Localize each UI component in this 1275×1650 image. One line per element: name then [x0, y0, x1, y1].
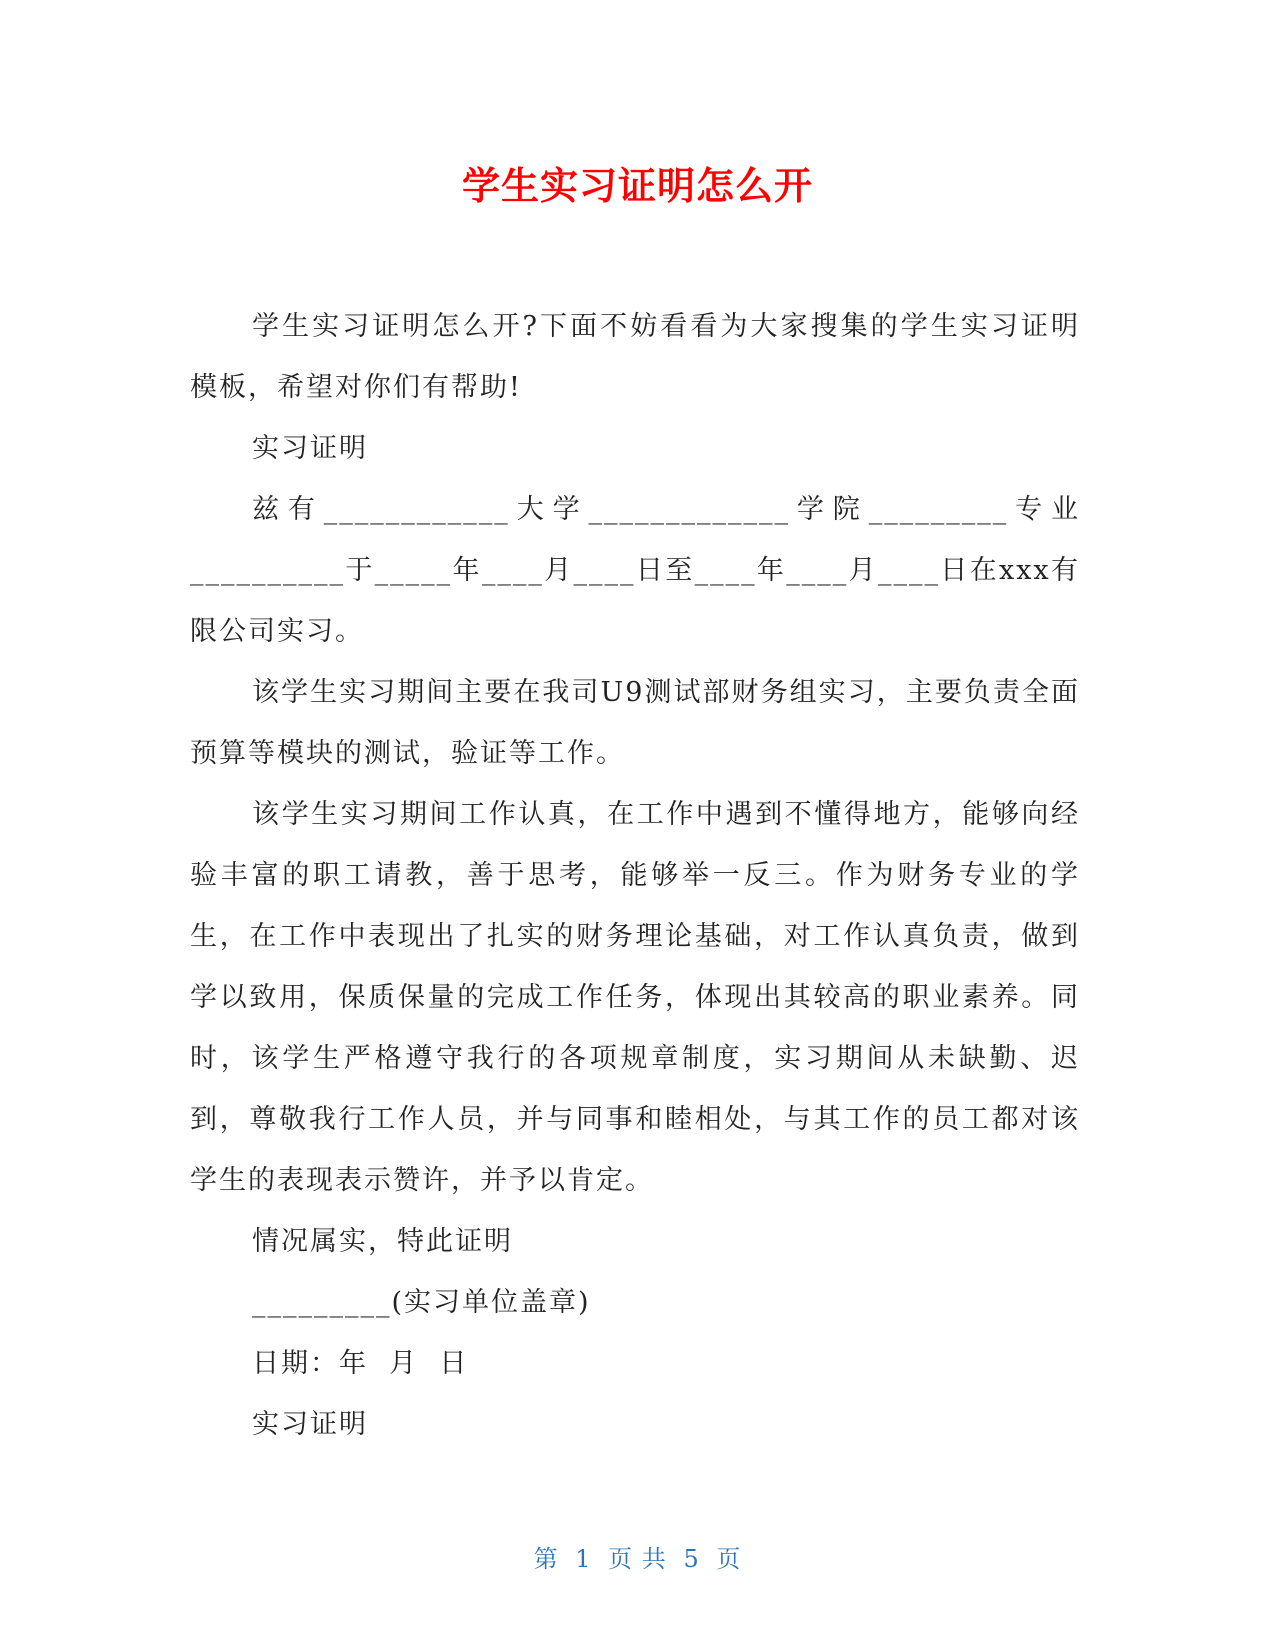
certificate-fill-in-paragraph: 兹有____________大学_____________学院_________专业__________于_____年____月____日至____年____月____日在xxx有限公司实习。 — [190, 494, 1080, 647]
total-pages-number: 5 — [683, 1545, 700, 1573]
page-footer — [0, 1544, 1275, 1574]
document-title: 学生实习证明怎么开 — [461, 164, 813, 208]
document-body — [190, 296, 1080, 1455]
certification-statement: 情况属实，特此证明 — [252, 1226, 513, 1257]
footer-middle: 页 共 — [608, 1545, 667, 1573]
second-certificate-heading: 实习证明 — [252, 1409, 368, 1440]
duties-paragraph: 该学生实习期间主要在我司U9测试部财务组实习，主要负责全面预算等模块的测试，验证等工作。 — [190, 677, 1080, 769]
intro-paragraph: 学生实习证明怎么开?下面不妨看看为大家搜集的学生实习证明模板，希望对你们有帮助! — [190, 311, 1080, 403]
footer-suffix: 页 — [716, 1545, 742, 1573]
date-line: 日期：年 月 日 — [252, 1348, 469, 1379]
evaluation-paragraph: 该学生实习期间工作认真，在工作中遇到不懂得地方，能够向经验丰富的职工请教，善于思考，能够举一反三。作为财务专业的学生，在工作中表现出了扎实的财务理论基础，对工作认真负责，做到学以致用，保质保量的完成工作任务，体现出其较高的职业素养。同时，该学生严格遵守我行的各项规章制度，实习期间从未缺勤、迟到，尊敬我行工作人员，并与同事和睦相处，与其工作的员工都对该学生的表现表示赞许，并予以肯定。 — [190, 799, 1080, 1196]
certificate-heading: 实习证明 — [252, 433, 368, 464]
footer-prefix: 第 — [533, 1545, 559, 1573]
current-page-number: 1 — [575, 1545, 592, 1573]
company-seal-line: _________(实习单位盖章) — [252, 1287, 591, 1318]
